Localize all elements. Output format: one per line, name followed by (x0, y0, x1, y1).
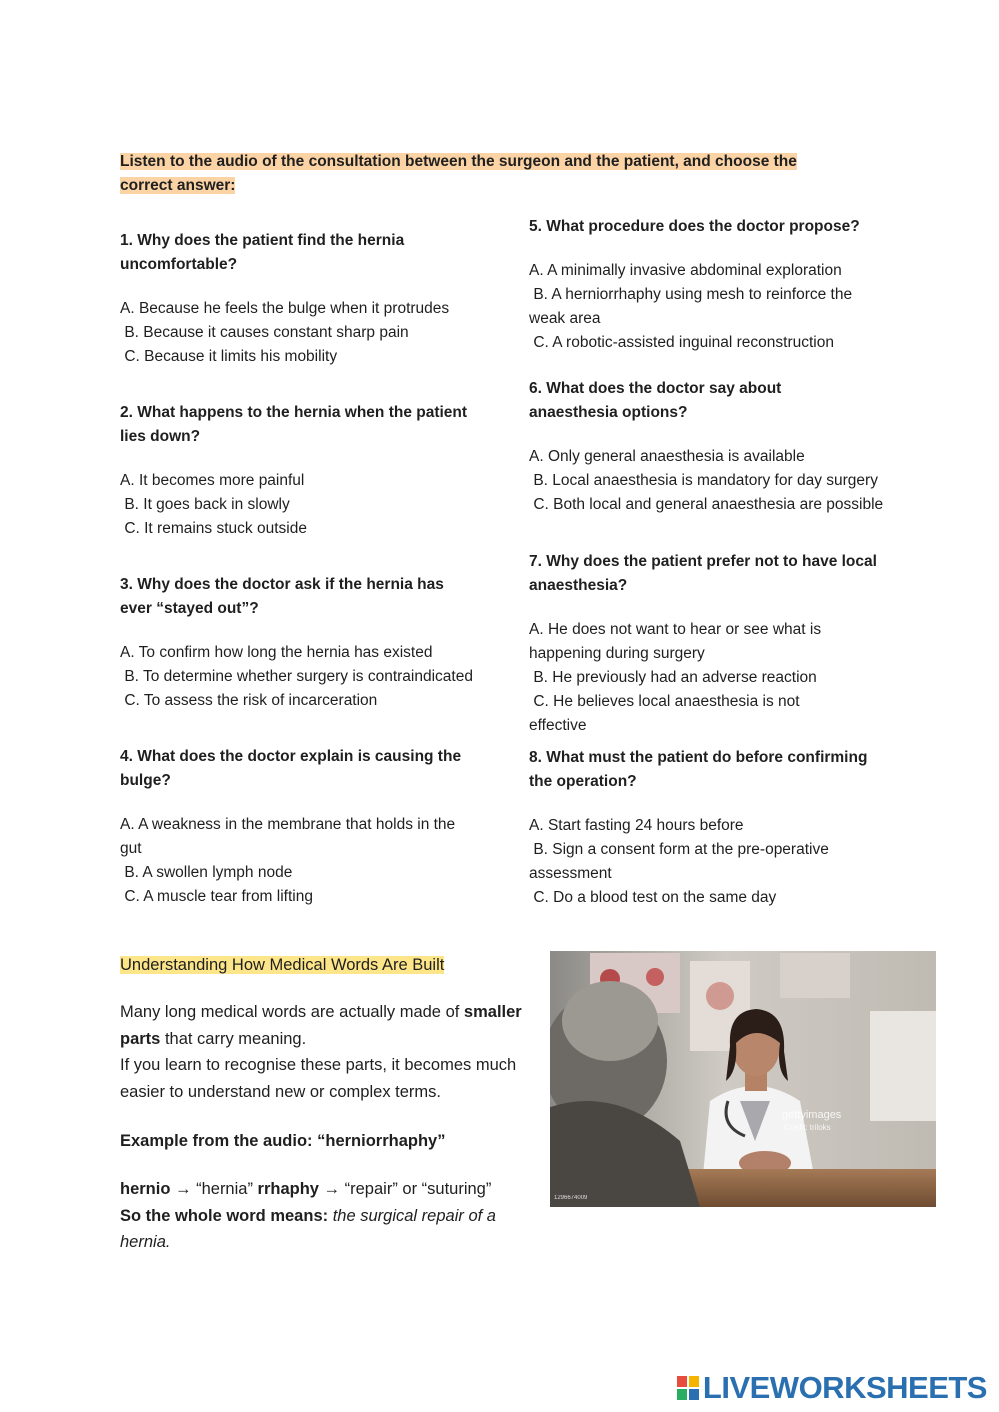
option-c[interactable]: C. Do a blood test on the same day (529, 889, 777, 906)
question-3 (120, 573, 473, 713)
question-title: 1. Why does the patient find the hernia uncomfortable? (120, 232, 405, 273)
option-b[interactable]: B. A swollen lymph node (120, 864, 293, 881)
option-b[interactable]: B. A herniorrhaphy using mesh to reinforce the weak area (529, 286, 857, 327)
brand-badge-icon (677, 1376, 699, 1400)
liveworksheets-logo (677, 1370, 987, 1406)
option-a[interactable]: A. To confirm how long the hernia has existed (120, 644, 433, 661)
option-b[interactable]: B. Local anaesthesia is mandatory for day surgery (529, 472, 878, 489)
photo-credit: Credit: triloks (784, 1123, 831, 1132)
option-a[interactable]: A. A minimally invasive abdominal exploration (529, 262, 842, 279)
watermark: gettyimages (782, 1109, 842, 1121)
option-a[interactable]: A. Start fasting 24 hours before (529, 817, 744, 834)
option-a[interactable]: A. He does not want to hear or see what is happening during surgery (529, 621, 826, 662)
question-2 (120, 401, 480, 541)
option-c[interactable]: C. Both local and general anaesthesia are possible (529, 496, 884, 513)
instruction-text: Listen to the audio of the consultation between the surgeon and the patient, and choose the correct answer: (120, 153, 797, 194)
option-c[interactable]: C. Because it limits his mobility (120, 348, 338, 365)
question-6 (529, 377, 884, 517)
option-b[interactable]: B. Because it causes constant sharp pain (120, 324, 409, 341)
question-4 (120, 745, 475, 909)
question-7 (529, 550, 879, 738)
option-b[interactable]: B. To determine whether surgery is contraindicated (120, 668, 473, 685)
option-c[interactable]: C. A robotic-assisted inguinal reconstruction (529, 334, 834, 351)
option-a[interactable]: A. A weakness in the membrane that holds in the gut (120, 816, 460, 857)
consultation-photo (550, 951, 936, 1207)
option-c[interactable]: C. A muscle tear from lifting (120, 888, 313, 905)
option-c[interactable]: C. To assess the risk of incarceration (120, 692, 378, 709)
option-b[interactable]: B. He previously had an adverse reaction (529, 669, 817, 686)
option-a[interactable]: A. Only general anaesthesia is available (529, 448, 805, 465)
photo-id: 1296674009 (554, 1195, 588, 1201)
question-title: 3. Why does the doctor ask if the hernia has ever “stayed out”? (120, 576, 444, 617)
option-a[interactable]: A. Because he feels the bulge when it protrudes (120, 300, 450, 317)
intro-paragraph: Many long medical words are actually made of smaller parts that carry meaning. If you learn to recognise these parts, it becomes much easier to understand new or complex terms. (120, 1003, 522, 1101)
example-title: Example from the audio: “herniorrhaphy” (120, 1132, 446, 1150)
option-a[interactable]: A. It becomes more painful (120, 472, 305, 489)
question-title: 6. What does the doctor say about anaesthesia options? (529, 380, 782, 421)
question-title: 5. What procedure does the doctor propose? (529, 218, 860, 235)
brand-name: LIVEWORKSHEETS (702, 1370, 987, 1405)
option-c[interactable]: C. It remains stuck outside (120, 520, 307, 537)
section-title: Understanding How Medical Words Are Built (120, 956, 445, 974)
option-b[interactable]: B. It goes back in slowly (120, 496, 290, 513)
option-c[interactable]: C. He believes local anaesthesia is not effective (529, 693, 804, 734)
question-title: 8. What must the patient do before confirming the operation? (529, 749, 868, 790)
question-5 (529, 215, 889, 355)
word-breakdown: hernio → “hernia” rrhaphy → “repair” or “suturing” So the whole word means: the surgical repair of a hernia. (120, 1180, 496, 1251)
question-title: 7. Why does the patient prefer not to have local anaesthesia? (529, 553, 877, 594)
doctor-patient-image (550, 951, 936, 1207)
question-8 (529, 746, 879, 910)
question-1 (120, 229, 480, 369)
question-title: 4. What does the doctor explain is causing the bulge? (120, 748, 462, 789)
option-b[interactable]: B. Sign a consent form at the pre-operative assessment (529, 841, 834, 882)
question-title: 2. What happens to the hernia when the patient lies down? (120, 404, 468, 445)
